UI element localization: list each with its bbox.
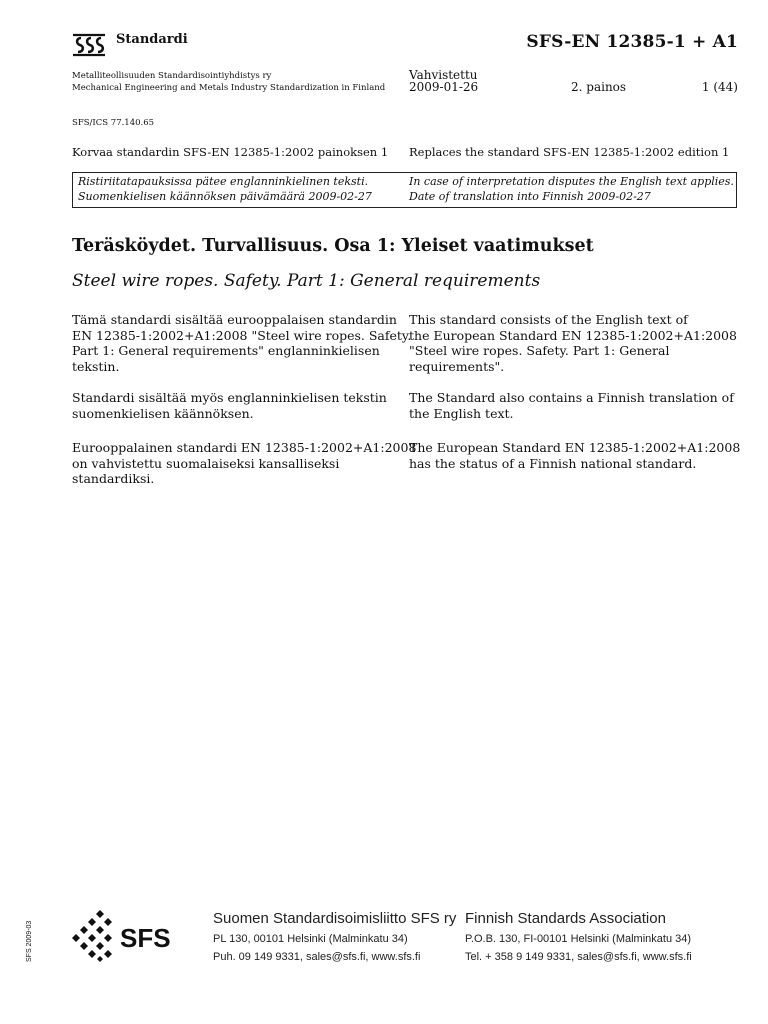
sfs-dotted-logo-icon (70, 906, 182, 962)
logo-wordmark: SFS (120, 923, 171, 953)
paragraph-line: Part 1: General requirements" englanninkielisen (72, 343, 380, 358)
paragraph-line: requirements". (409, 358, 505, 374)
paragraph-line: the English text. (409, 405, 514, 421)
paragraph-1-en (409, 312, 737, 374)
paragraph-line: tekstin. (72, 358, 120, 374)
paragraph-line: "Steel wire ropes. Safety. Part 1: General (409, 343, 670, 358)
logo-dots (72, 910, 112, 962)
replaces-fi: Korvaa standardin SFS-EN 12385-1:2002 painoksen 1 (72, 145, 389, 159)
confirmed-date: 2009-01-26 (409, 80, 479, 94)
replaces-en: Replaces the standard SFS-EN 12385-1:2002 edition 1 (409, 145, 730, 159)
paragraph-line: on vahvistettu suomalaiseksi kansalliseksi (72, 455, 340, 471)
paragraph-line: This standard consists of the English text of (409, 312, 688, 327)
interpretation-notice-box (72, 172, 737, 208)
footer-side-code: SFS 2009-03 (26, 920, 33, 962)
page-count: 1 (44) (701, 80, 738, 94)
notice-en-line-1: In case of interpretation disputes the English text applies. (409, 175, 734, 188)
paragraph-line: Standardi sisältää myös englanninkielisen tekstin (72, 390, 387, 405)
paragraph-line: The Standard also contains a Finnish translation of (409, 390, 734, 405)
org-name-fi: Metalliteollisuuden Standardisointiyhdistys ry (72, 71, 272, 81)
ics-code: SFS/ICS 77.140.65 (72, 118, 155, 128)
paragraph-line: standardiksi. (72, 471, 155, 486)
paragraph-line: Eurooppalainen standardi EN 12385-1:2002+A1:2008 (72, 440, 417, 455)
org-name-en: Mechanical Engineering and Metals Industry Standardization in Finland (72, 83, 386, 93)
paragraph-3-en (409, 440, 740, 471)
paragraph-line: The European Standard EN 12385-1:2002+A1:2008 (409, 440, 741, 455)
paragraph-line: has the status of a Finnish national standard. (409, 455, 697, 471)
paragraph-line: EN 12385-1:2002+A1:2008 "Steel wire ropes. Safety. (72, 327, 412, 343)
standard-number: SFS-EN 12385-1 + A1 (526, 32, 738, 52)
paragraph-2-fi (72, 390, 387, 421)
confirmed-label: Vahvistettu (409, 68, 478, 82)
paragraph-3-fi (72, 440, 416, 487)
footer-contact-en: Tel. + 358 9 149 9331, sales@sfs.fi, www.sfs.fi (465, 951, 692, 963)
brand-label: Standardi (116, 32, 188, 47)
paragraph-line: the European Standard EN 12385-1:2002+A1:2008 (409, 327, 737, 343)
footer-org-name-en: Finnish Standards Association (465, 910, 666, 927)
edition-label: 2. painos (571, 80, 627, 94)
sfs-standard-logo-icon (72, 33, 106, 57)
footer-address-en: P.O.B. 130, FI-00101 Helsinki (Malminkatu 34) (465, 933, 692, 945)
document-title-en: Steel wire ropes. Safety. Part 1: General requirements (72, 271, 541, 291)
paragraph-line: Tämä standardi sisältää eurooppalaisen standardin (72, 312, 397, 327)
document-title-fi: Teräsköydet. Turvallisuus. Osa 1: Yleiset vaatimukset (72, 236, 594, 256)
notice-fi-line-2: Suomenkielisen käännöksen päivämäärä 2009-02-27 (78, 190, 372, 203)
footer-address-fi: PL 130, 00101 Helsinki (Malminkatu 34) (213, 933, 408, 945)
footer-contact-fi: Puh. 09 149 9331, sales@sfs.fi, www.sfs.fi (213, 951, 421, 963)
notice-fi-line-1: Ristiriitatapauksissa pätee englanninkielinen teksti. (78, 175, 369, 188)
paragraph-line: suomenkielisen käännöksen. (72, 405, 254, 421)
paragraph-1-fi (72, 312, 411, 374)
footer-org-name-fi: Suomen Standardisoimisliitto SFS ry (213, 910, 457, 927)
paragraph-2-en (409, 390, 734, 421)
notice-en-line-2: Date of translation into Finnish 2009-02-27 (409, 190, 651, 203)
